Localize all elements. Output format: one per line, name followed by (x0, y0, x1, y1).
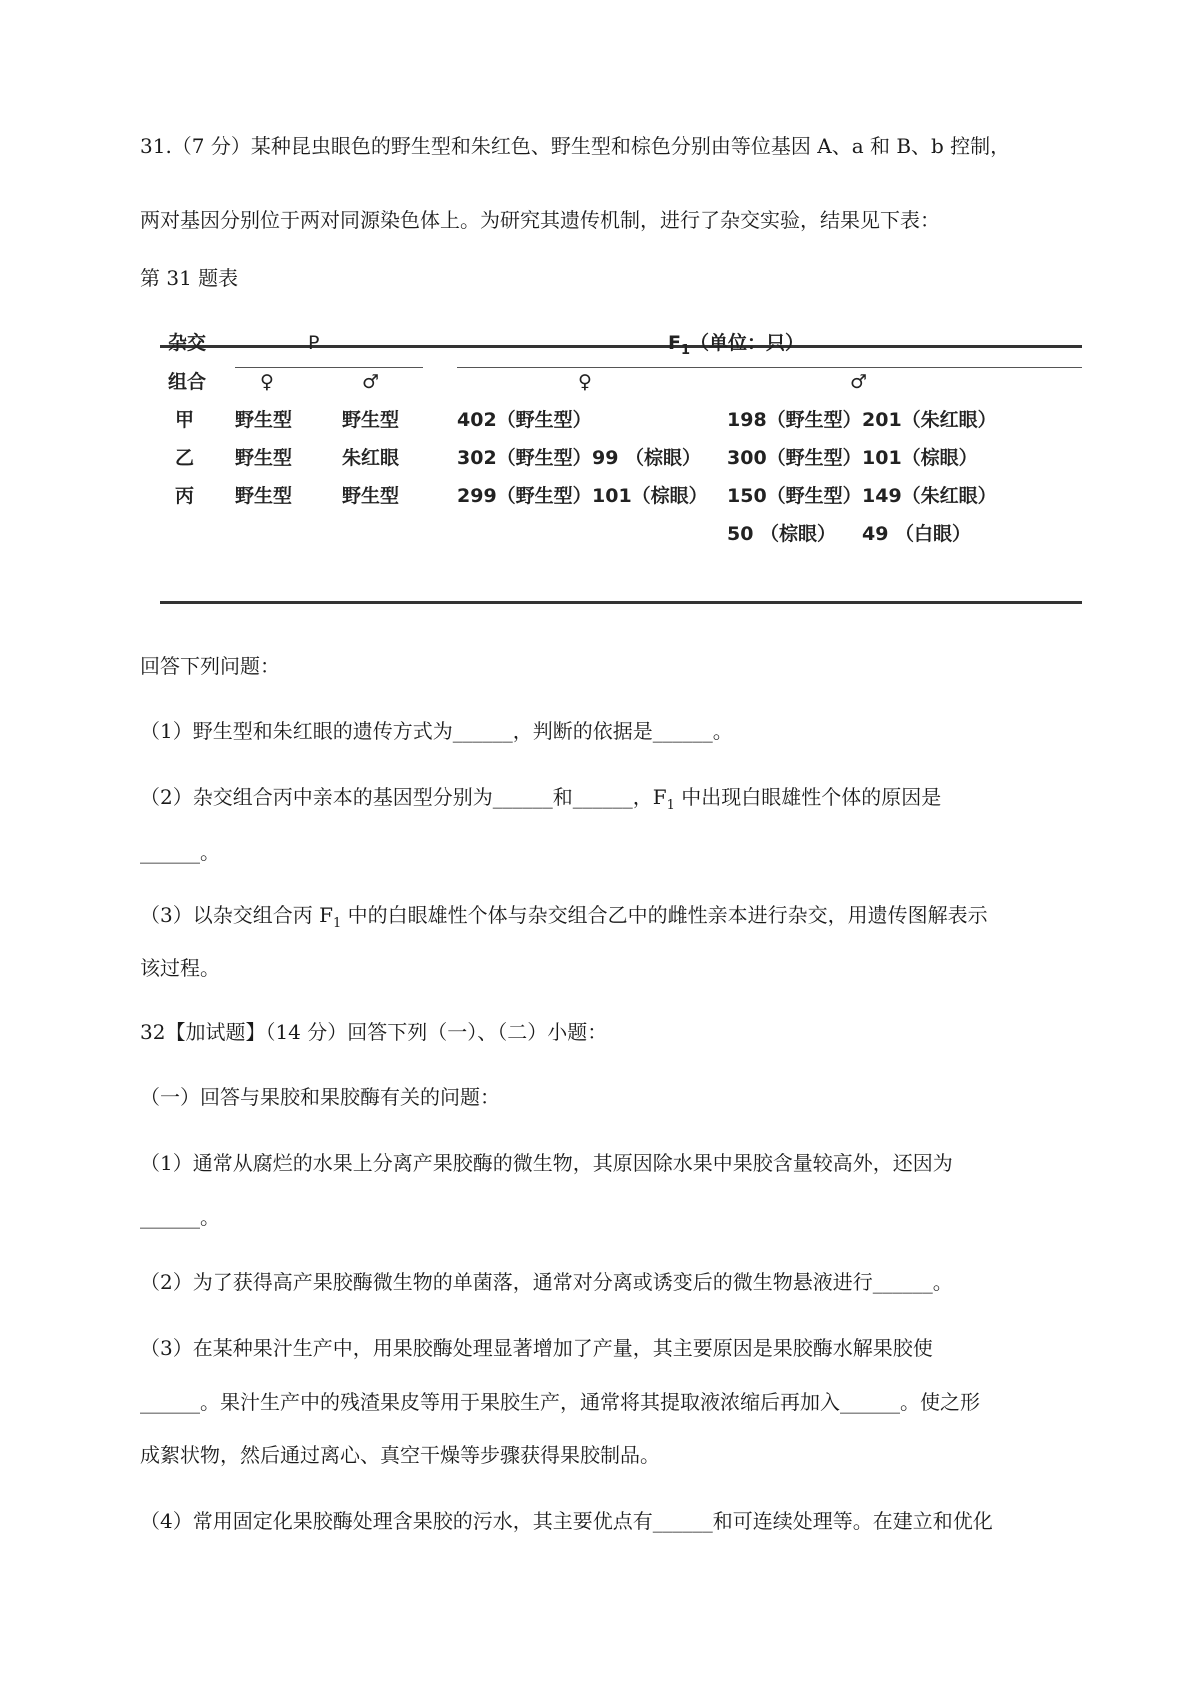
table-top-rule (160, 345, 1082, 348)
f1-male-symbol: ♂ (850, 371, 868, 393)
row-name: 乙 (175, 447, 195, 469)
f1-male-cell: 50 （棕眼） (727, 523, 837, 545)
q32-sub-3: （3）在某种果汁生产中，用果胶酶处理显著增加了产量，其主要原因是果胶酶水解果胶使 (140, 1336, 933, 1360)
f1-header-rule (457, 367, 1082, 368)
f1-female-cell: 402（野生型） (457, 409, 592, 431)
p-male-symbol: ♂ (362, 371, 380, 393)
q32-title: 32【加试题】（14 分）回答下列（一）、（二）小题： (140, 1020, 608, 1044)
q32-sub-4: （4）常用固定化果胶酶处理含果胶的污水，其主要优点有______和可连续处理等。在建立和优化 (140, 1509, 993, 1533)
header-f1: $F_1$（单位：只） (668, 332, 805, 358)
row-name: 甲 (175, 409, 195, 431)
header-p: P (308, 332, 320, 354)
answer-intro: 回答下列问题： (140, 654, 280, 678)
f1-female-cell-2: 101（棕眼） (592, 485, 708, 507)
q31-sub-3-cont: 该过程。 (140, 956, 220, 980)
q32-sub-3-cont: ______。果汁生产中的残渣果皮等用于果胶生产，通常将其提取液浓缩后再加入______。使之形 (140, 1390, 980, 1414)
f1-male-cell: 198（野生型） (727, 409, 862, 431)
header-cross-2: 组合 (168, 371, 207, 393)
q32-sub-1-cont: ______。 (140, 1205, 220, 1229)
q32-part-1-title: （一）回答与果胶和果胶酶有关的问题： (140, 1085, 500, 1109)
f1-female-cell: 302（野生型） (457, 447, 592, 469)
q31-sub-2: （2）杂交组合丙中亲本的基因型分别为______和______，$F_1$ 中出现白眼雄性个体的原因是 (140, 785, 942, 813)
p-male-cell: 朱红眼 (342, 447, 400, 469)
p-male-cell: 野生型 (342, 485, 400, 507)
row-name: 丙 (175, 485, 195, 507)
f1-male-cell-2: 101（棕眼） (862, 447, 978, 469)
f1-male-cell-2: 49 （白眼） (862, 523, 972, 545)
q32-sub-1: （1）通常从腐烂的水果上分离产果胶酶的微生物，其原因除水果中果胶含量较高外，还因为 (140, 1151, 953, 1175)
table-bottom-rule (160, 601, 1082, 604)
f1-male-cell: 300（野生型） (727, 447, 862, 469)
p-header-rule (235, 367, 423, 368)
q31-sub-1: （1）野生型和朱红眼的遗传方式为______，判断的依据是______。 (140, 719, 733, 743)
q31-line-1: 31.（7 分）某种昆虫眼色的野生型和朱红色、野生型和棕色分别由等位基因 A、a 和 B、b 控制， (140, 134, 1011, 158)
q32-sub-2: （2）为了获得高产果胶酶微生物的单菌落，通常对分离或诱变后的微生物悬液进行______。 (140, 1270, 953, 1294)
f1-female-cell-2: 99 （棕眼） (592, 447, 702, 469)
f1-male-cell: 150（野生型） (727, 485, 862, 507)
f1-female-symbol: ♀ (578, 371, 592, 393)
f1-male-cell-2: 201（朱红眼） (862, 409, 997, 431)
cross-table (160, 332, 1082, 607)
f1-female-cell: 299（野生型） (457, 485, 592, 507)
p-male-cell: 野生型 (342, 409, 400, 431)
q31-sub-3: （3）以杂交组合丙 $F_1$ 中的白眼雄性个体与杂交组合乙中的雌性亲本进行杂交，用遗传图解表示 (140, 903, 988, 931)
p-female-symbol: ♀ (260, 371, 274, 393)
p-female-cell: 野生型 (235, 409, 293, 431)
table-caption: 第 31 题表 (140, 266, 239, 290)
q31-line-2: 两对基因分别位于两对同源染色体上。为研究其遗传机制，进行了杂交实验，结果见下表： (140, 208, 940, 232)
p-female-cell: 野生型 (235, 485, 293, 507)
header-cross-1: 杂交 (168, 332, 207, 354)
q31-sub-2-cont: ______。 (140, 840, 220, 864)
f1-male-cell-2: 149（朱红眼） (862, 485, 997, 507)
q32-sub-3-cont-2: 成絮状物，然后通过离心、真空干燥等步骤获得果胶制品。 (140, 1443, 660, 1467)
p-female-cell: 野生型 (235, 447, 293, 469)
